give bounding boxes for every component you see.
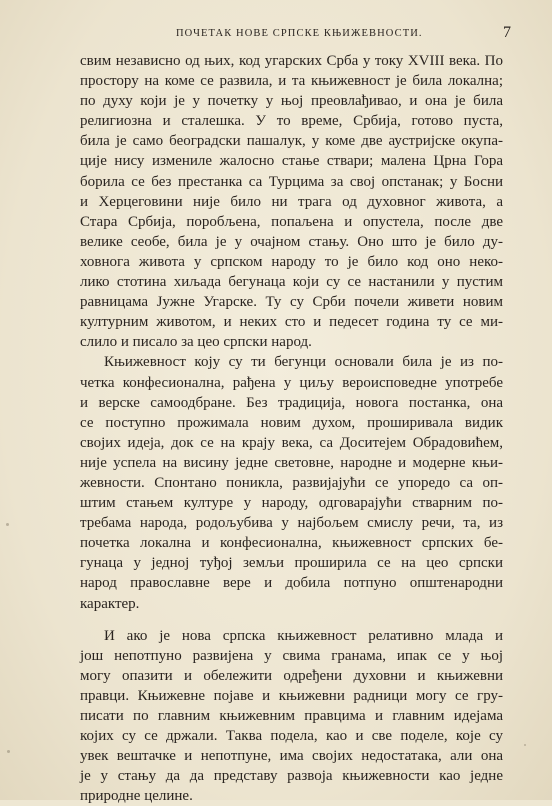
text-line: лико стотина хиљада бегунаца који су се настанили у пустим <box>80 274 503 291</box>
text-line: којих су се држали. Таква подела, као и све поделе, које су <box>80 728 503 745</box>
text-line: и Херцеговини није било ни трага од духовног живота, а <box>80 193 503 210</box>
running-title: ПОЧЕТАК НОВЕ СРПСКЕ КЊИЖЕВНОСТИ. <box>176 28 423 39</box>
body-text <box>80 51 503 806</box>
text-line: четка конфесионална, рађена у циљу вероисповедне употребе <box>80 374 503 391</box>
text-line: није успела на висину једне световне, народне и модерне књи- <box>80 454 503 471</box>
text-line: Стара Србија, поробљена, попаљена и опустела, после две <box>80 213 503 230</box>
text-line: штим стањем културе у народу, одговарајући стварним по- <box>80 495 503 512</box>
page-speck <box>6 523 9 526</box>
text-line: простору на коме се развила, и та књижевност је била локална; <box>80 73 503 90</box>
text-line: велике сеобе, била је у очајном стању. Оно што је било ду- <box>80 233 503 250</box>
text-line: И ако је нова српска књижевност релативно млада и <box>104 627 503 644</box>
text-line: била је само београдски пашалук, у коме две аустријске окупа- <box>80 133 503 150</box>
text-line: Књижевност коју су ти бегунци основали била је из по- <box>104 354 503 371</box>
text-line: писати по главним књижевним правцима и главним идејама <box>80 708 503 724</box>
text-line: свим независно од њих, код угарских Срба у току XVIII века. По <box>80 53 503 69</box>
paragraph <box>80 51 503 352</box>
text-line: требама народа, родољубива у најбољем смислу речи, та, из <box>80 515 503 532</box>
text-line: природне целине. <box>80 788 193 805</box>
text-line: је у стању да да представу развоја књижевности као једне <box>80 768 503 785</box>
text-line: правци. Књижевне појаве и књижевни радници могу се гру- <box>80 687 503 704</box>
text-line: ције нису измениле жалосно стање ствари; малена Црна Гора <box>80 153 503 170</box>
text-line: гунаца у једној туђој земљи проширила се на цео српски <box>80 555 503 572</box>
text-line: религиозна и сталешка. У то време, Србија, готово пуста, <box>80 113 503 130</box>
text-line: културним животом, и неких сто и педесет година ту се ми- <box>80 314 503 331</box>
paragraph-gap <box>80 614 503 626</box>
text-line: и верске самоодбране. Без традиција, новога постанка, она <box>80 394 503 411</box>
text-line: ховнога живота у српском народу то је било код оно неко- <box>80 253 503 270</box>
text-line: својих идеја, док се на крају века, са Доситејем Обрадовићем, <box>80 434 503 451</box>
text-line: карактер. <box>80 595 140 612</box>
text-line: још непотпуно развијена у свима гранама, ипак се у њој <box>80 647 503 664</box>
text-line: народ православне вере и добила потпуно општенародни <box>80 575 503 592</box>
text-line: борила се без престанка са Турцима за свој опстанак; у Босни <box>80 173 503 190</box>
paragraph <box>80 626 503 806</box>
text-line: увек вештачке и непотпуне, има својих недостатака, али она <box>80 748 503 765</box>
text-line: равницама Јужне Угарске. Ту су Срби почели живети новим <box>80 294 503 311</box>
page-header <box>0 24 552 44</box>
paragraph <box>80 352 503 613</box>
text-line: могу опазити и обележити одређени духовни и књижевни <box>80 667 503 684</box>
text-line: слило и писало за цео српски народ. <box>80 334 312 351</box>
text-line: жевности. Спонтано поникла, развијајући се упоредо са оп- <box>80 474 503 491</box>
text-line: по духу који је у почетку у њој преовлађивао, и она је била <box>80 93 503 110</box>
page-number: 7 <box>503 24 511 41</box>
page-speck <box>7 750 10 753</box>
text-line: почетка локална и конфесионална, књижевност српских бе- <box>80 535 503 552</box>
page-speck <box>524 744 526 746</box>
text-line: се поступно прожимала новим духом, проширивала видик <box>80 414 503 431</box>
